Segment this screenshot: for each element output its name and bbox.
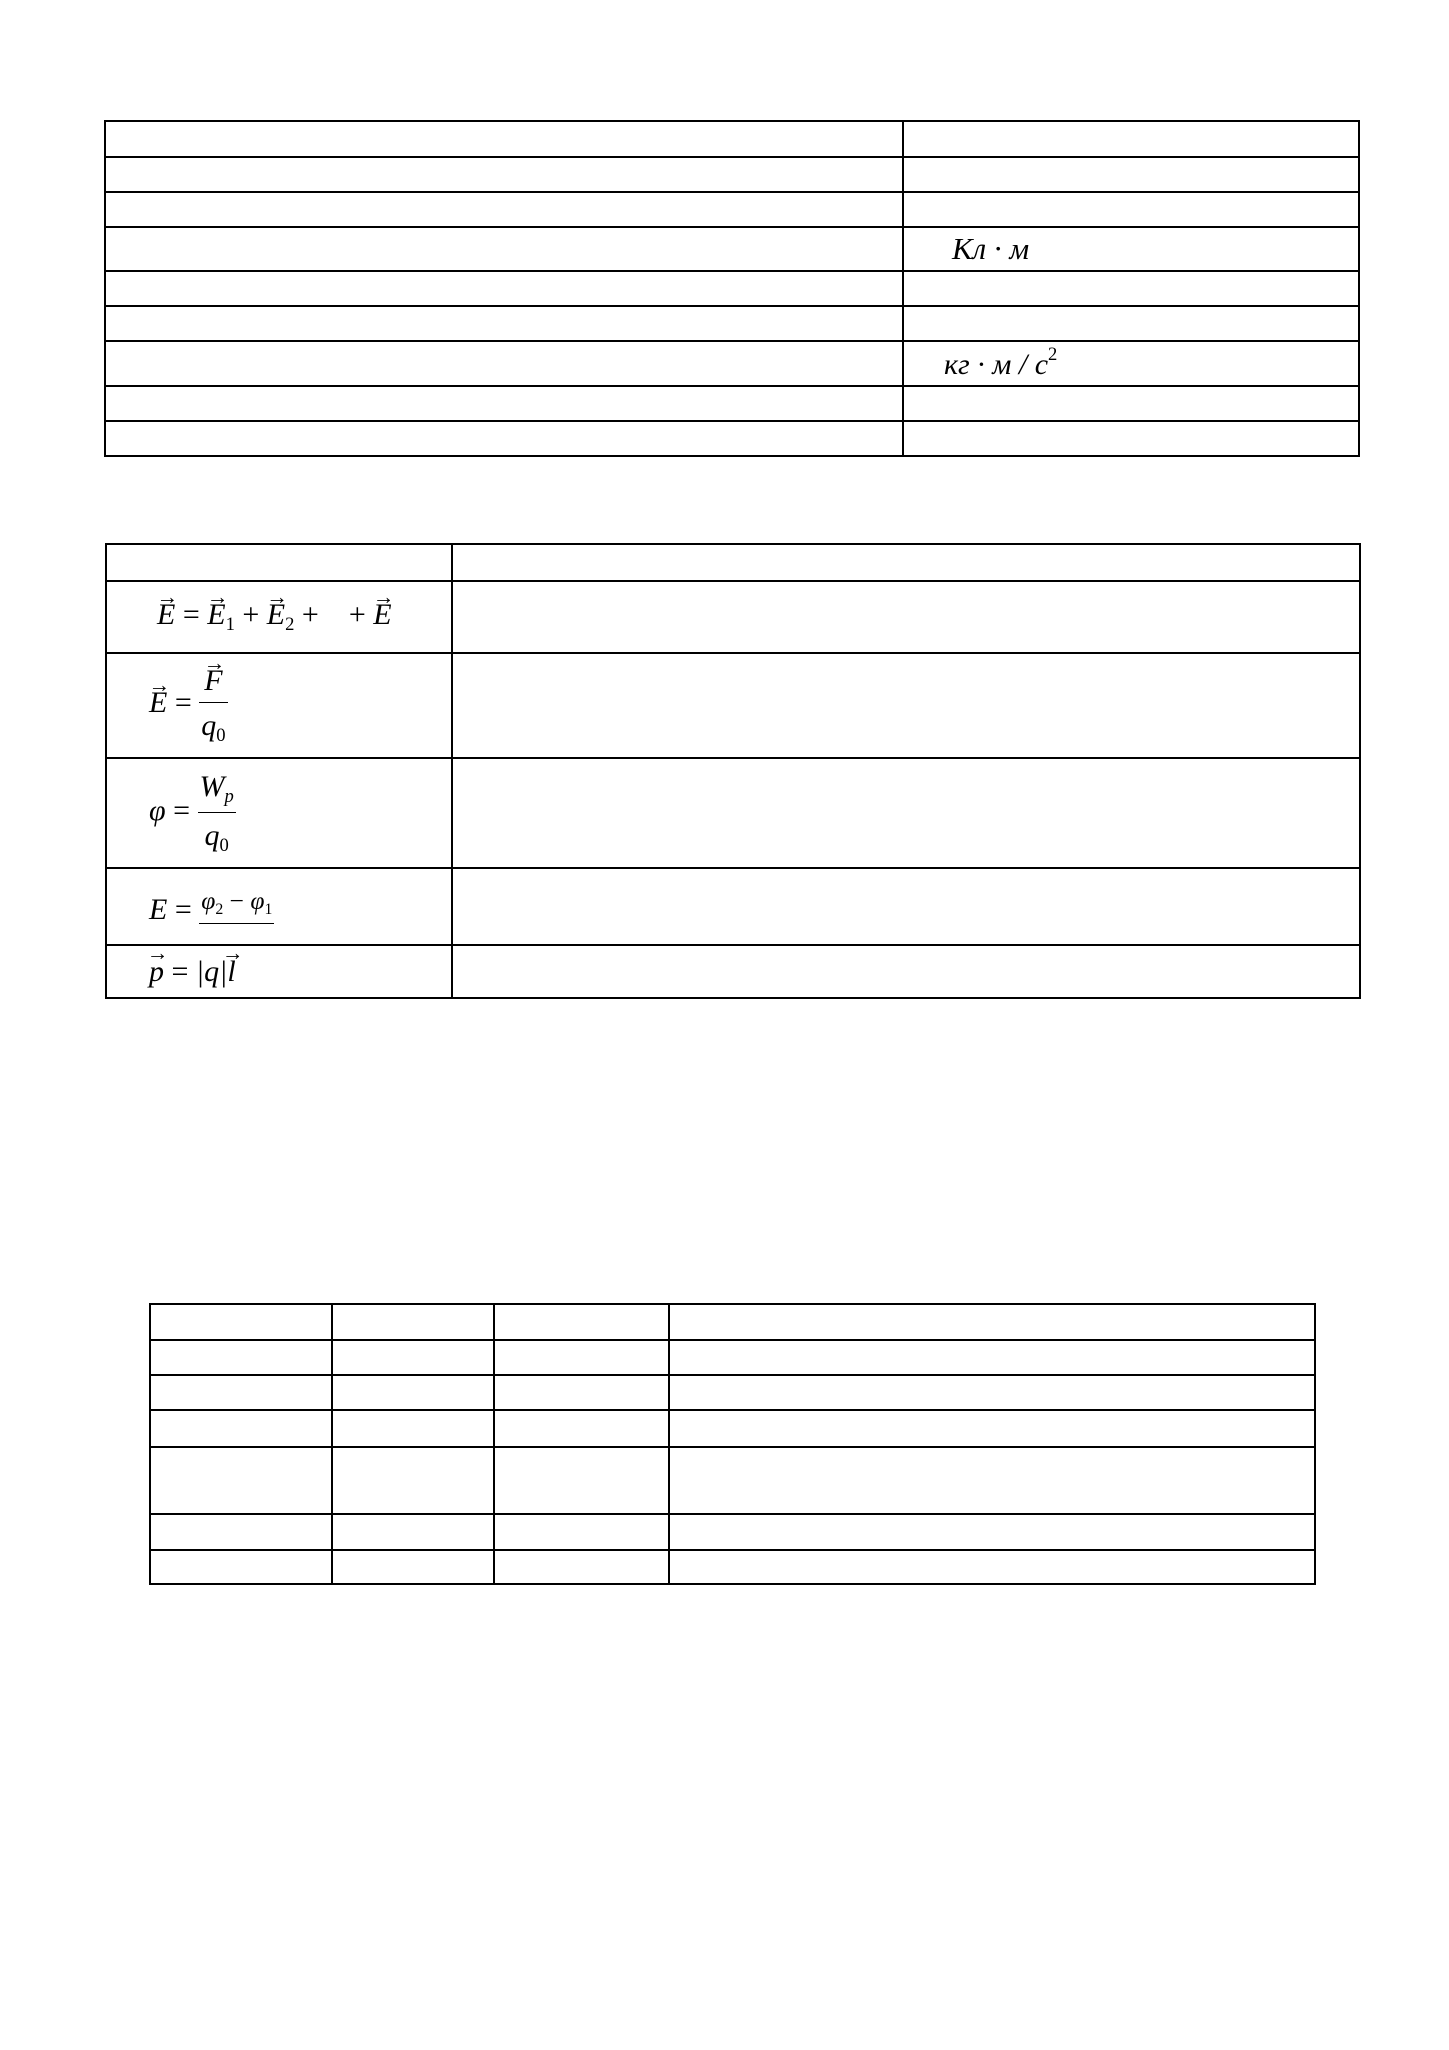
table-cell bbox=[150, 1340, 332, 1375]
table-cell bbox=[105, 341, 903, 386]
table-row bbox=[106, 868, 1360, 945]
table-cell bbox=[494, 1550, 669, 1584]
table-cell bbox=[106, 544, 452, 581]
table-row bbox=[150, 1410, 1315, 1447]
table-row bbox=[150, 1550, 1315, 1584]
table-cell bbox=[669, 1304, 1315, 1340]
formula-cell bbox=[106, 653, 452, 758]
table-cell bbox=[332, 1410, 494, 1447]
unit-base: кг · м / с bbox=[944, 348, 1049, 382]
table-cell bbox=[494, 1447, 669, 1514]
table-cell bbox=[105, 192, 903, 227]
table-row bbox=[150, 1514, 1315, 1550]
formula-cell bbox=[106, 758, 452, 868]
table-cell bbox=[669, 1410, 1315, 1447]
table-cell bbox=[332, 1375, 494, 1410]
table-cell bbox=[669, 1514, 1315, 1550]
table-row bbox=[106, 581, 1360, 653]
table-cell bbox=[452, 544, 1360, 581]
table-cell bbox=[150, 1550, 332, 1584]
formulas-table bbox=[105, 543, 1361, 999]
table-cell bbox=[903, 121, 1359, 157]
table-cell bbox=[494, 1410, 669, 1447]
table-cell bbox=[105, 306, 903, 341]
formula-cell bbox=[106, 581, 452, 653]
description-cell bbox=[452, 581, 1360, 653]
table-cell bbox=[332, 1550, 494, 1584]
table-cell bbox=[332, 1304, 494, 1340]
table-cell bbox=[669, 1550, 1315, 1584]
formula-cell bbox=[106, 868, 452, 945]
table-cell bbox=[903, 192, 1359, 227]
table-cell bbox=[332, 1514, 494, 1550]
table-cell bbox=[150, 1447, 332, 1514]
table-cell bbox=[332, 1340, 494, 1375]
table-row bbox=[105, 271, 1359, 306]
table-cell bbox=[669, 1375, 1315, 1410]
description-cell bbox=[452, 758, 1360, 868]
table-row bbox=[105, 341, 1359, 386]
table-cell bbox=[150, 1304, 332, 1340]
table-cell bbox=[903, 227, 1359, 271]
table-cell bbox=[903, 341, 1359, 386]
formula-cell bbox=[106, 945, 452, 998]
table-cell bbox=[105, 421, 903, 456]
table-row bbox=[106, 945, 1360, 998]
formula-potential-gradient: E = $\varphi_2 - \varphi_1$ bbox=[149, 885, 273, 927]
blank-table bbox=[149, 1303, 1316, 1585]
table-cell bbox=[105, 227, 903, 271]
table-row bbox=[106, 653, 1360, 758]
table-cell bbox=[903, 271, 1359, 306]
table-cell bbox=[903, 157, 1359, 192]
table-cell bbox=[494, 1304, 669, 1340]
table-row bbox=[105, 192, 1359, 227]
table-row bbox=[105, 306, 1359, 341]
description-cell bbox=[452, 868, 1360, 945]
table-cell bbox=[903, 386, 1359, 421]
table-row bbox=[150, 1375, 1315, 1410]
unit-kg-m-per-s2 bbox=[904, 344, 1058, 382]
table-cell bbox=[494, 1514, 669, 1550]
units-table bbox=[104, 120, 1360, 457]
table-cell bbox=[669, 1447, 1315, 1514]
formula-potential: φ = $\frac{Wp}{q_0}$ bbox=[149, 769, 234, 856]
unit-exponent: 2 bbox=[1048, 344, 1058, 366]
table-row bbox=[105, 386, 1359, 421]
table-cell bbox=[903, 306, 1359, 341]
table-cell bbox=[903, 421, 1359, 456]
table-cell bbox=[105, 271, 903, 306]
description-cell bbox=[452, 653, 1360, 758]
table-cell bbox=[105, 157, 903, 192]
table-cell bbox=[494, 1340, 669, 1375]
table-row bbox=[106, 758, 1360, 868]
table-cell bbox=[494, 1375, 669, 1410]
table-row bbox=[105, 157, 1359, 192]
table-row bbox=[106, 544, 1360, 581]
formula-field-strength: → E = → $\frac{F}{q_0}$ bbox=[149, 686, 228, 719]
table-row bbox=[105, 121, 1359, 157]
table-cell bbox=[150, 1375, 332, 1410]
table-cell bbox=[150, 1410, 332, 1447]
formula-dipole-moment: → p = |q|→ l bbox=[149, 955, 236, 988]
unit-coulomb-meter: Кл · м bbox=[952, 231, 1030, 266]
table-row bbox=[105, 421, 1359, 456]
table-cell bbox=[150, 1514, 332, 1550]
description-cell bbox=[452, 945, 1360, 998]
table-row bbox=[150, 1447, 1315, 1514]
table-cell bbox=[105, 121, 903, 157]
table-cell bbox=[332, 1447, 494, 1514]
table-row bbox=[150, 1304, 1315, 1340]
table-row bbox=[105, 227, 1359, 271]
table-cell bbox=[669, 1340, 1315, 1375]
table-row bbox=[150, 1340, 1315, 1375]
table-cell bbox=[105, 386, 903, 421]
formula-superposition: → E = → $E_1$ + → $E_2$ + + → E bbox=[157, 598, 392, 631]
